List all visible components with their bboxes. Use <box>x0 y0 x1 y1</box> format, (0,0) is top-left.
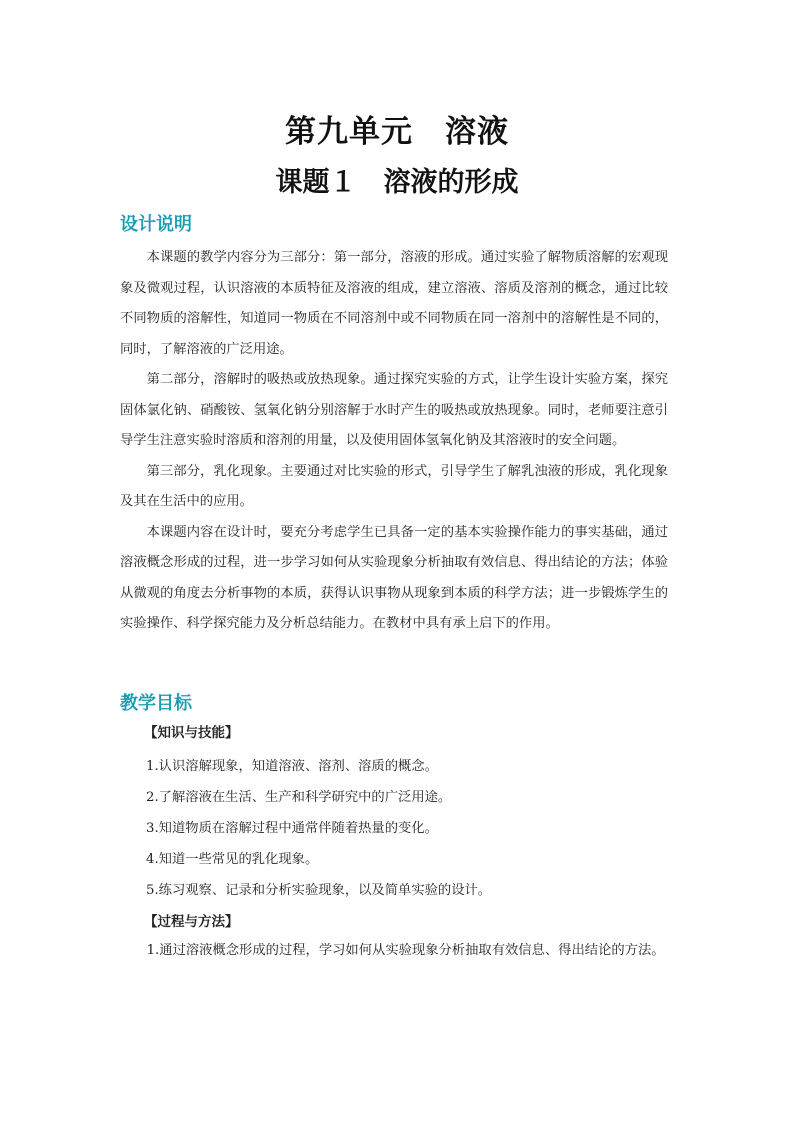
knowledge-item-4: 4.知道一些常见的乳化现象。 <box>146 852 319 867</box>
process-methods-heading: 【过程与方法】 <box>144 914 239 930</box>
knowledge-item-1: 1.认识溶解现象，知道溶液、溶剂、溶质的概念。 <box>146 759 438 774</box>
knowledge-item-2: 2.了解溶液在生活、生产和科学研究中的广泛用途。 <box>146 790 452 805</box>
unit-title: 第九单元 溶液 <box>285 114 509 150</box>
design-section-heading: 设计说明 <box>120 214 192 235</box>
knowledge-skills-heading: 【知识与技能】 <box>144 725 239 741</box>
design-paragraph-4: 本课题内容在设计时，要充分考虑学生已具备一定的基本实验操作能力的事实基础，通过溶液概念形成的过程，进一步学习如何从实验现象分析抽取有效信息、得出结论的方法；体验从微观的角度去分析事物的本质，获得认识事物从现象到本质的科学方法；进一步锻炼学生的实验操作、科学探究能力及分析总结能力。在教材中具有承上启下的作用。 <box>120 524 668 631</box>
design-paragraph-2: 第二部分，溶解时的吸热或放热现象。通过探究实验的方式，让学生设计实验方案，探究固体氯化钠、硝酸铵、氢氧化钠分别溶解于水时产生的吸热或放热现象。同时，老师要注意引导学生注意实验时溶质和溶剂的用量，以及使用固体氢氧化钠及其溶液时的安全问题。 <box>120 372 668 448</box>
objectives-section-heading: 教学目标 <box>120 693 192 714</box>
design-paragraph-3: 第三部分，乳化现象。主要通过对比实验的形式，引导学生了解乳浊液的形成，乳化现象及其在生活中的应用。 <box>120 463 668 509</box>
knowledge-item-3: 3.知道物质在溶解过程中通常伴随着热量的变化。 <box>146 821 438 836</box>
knowledge-item-5: 5.练习观察、记录和分析实验现象，以及简单实验的设计。 <box>146 883 492 898</box>
lesson-title: 课题１ 溶液的形成 <box>275 167 519 198</box>
process-item-1: 1.通过溶液概念形成的过程，学习如何从实验现象分析抽取有效信息、得出结论的方法。 <box>146 943 665 958</box>
design-section-body <box>120 243 668 640</box>
design-paragraph-1: 本课题的教学内容分为三部分：第一部分，溶液的形成。通过实验了解物质溶解的宏观现象及微观过程，认识溶液的本质特征及溶液的组成，建立溶液、溶质及溶剂的概念，通过比较不同物质的溶解性，知道同一物质在不同溶剂中或不同物质在同一溶剂中的溶解性是不同的，同时，了解溶液的广泛用途。 <box>120 250 668 357</box>
